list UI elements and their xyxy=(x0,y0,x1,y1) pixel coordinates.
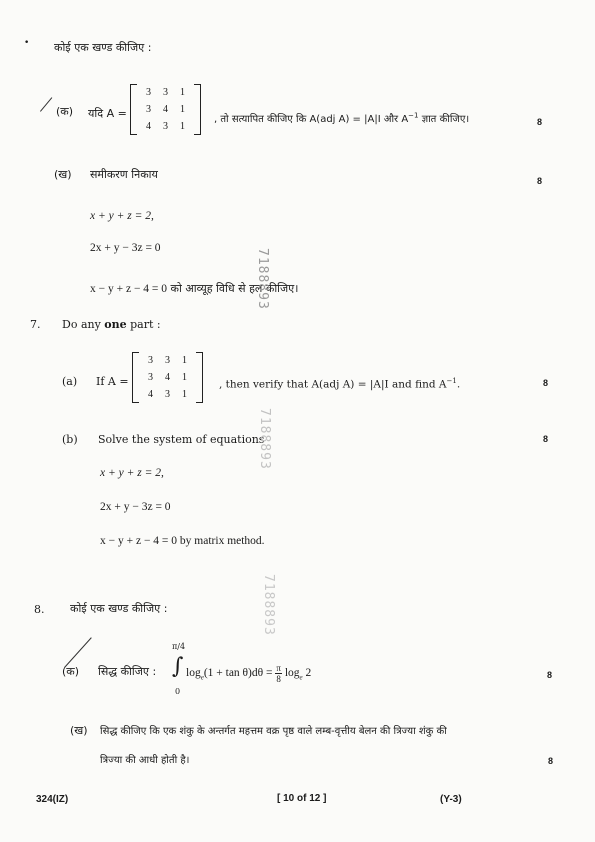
watermark-serial: 7188893 xyxy=(261,574,276,636)
matrix-cell: 1 xyxy=(180,104,185,115)
question-8-number: 8. xyxy=(34,603,45,616)
watermark-serial: 7188893 xyxy=(257,408,272,470)
footer-paper-code: 324(IZ) xyxy=(36,794,69,805)
equation-math: x − y + z − 4 = 0 xyxy=(90,283,168,295)
matrix-cell: 4 xyxy=(148,389,153,400)
instruction-bold: one xyxy=(104,318,127,331)
matrix-cell: 1 xyxy=(182,389,187,400)
q8-part-b-label: (ख) xyxy=(70,724,88,737)
instruction-pre: Do any xyxy=(62,318,101,331)
english-equation-2: 2x + y − 3z = 0 xyxy=(100,501,171,513)
matrix-cell: 3 xyxy=(146,87,151,98)
integrand-log: log xyxy=(186,667,201,680)
matrix-cell: 1 xyxy=(180,87,185,98)
matrix-cell: 3 xyxy=(163,121,168,132)
statement-end: . xyxy=(456,378,461,391)
integral-expression xyxy=(186,663,311,684)
hindi-equation-2: 2x + y − 3z = 0 xyxy=(90,242,161,254)
matrix-cell: 3 xyxy=(146,104,151,115)
inverse-superscript: −1 xyxy=(408,111,419,120)
english-matrix-a xyxy=(132,352,203,403)
marks-q8-a: 8 xyxy=(547,670,553,680)
rhs-log: log xyxy=(284,667,300,680)
inverse-superscript: −1 xyxy=(446,377,457,385)
matrix-cell: 4 xyxy=(163,104,168,115)
matrix-cell: 3 xyxy=(165,355,170,366)
integral-sign: ∫ xyxy=(172,654,184,679)
hindi-part-b-text: समीकरण निकाय xyxy=(90,168,158,181)
frac-numerator: π xyxy=(276,663,281,673)
bullet: • xyxy=(24,38,30,48)
matrix-cell: 3 xyxy=(165,389,170,400)
q8-part-a-text: सिद्ध कीजिए : xyxy=(98,665,157,678)
matrix-cell: 1 xyxy=(182,355,187,366)
footer-page-number: [ 10 of 12 ] xyxy=(277,793,327,804)
matrix-cell: 3 xyxy=(148,372,153,383)
question-7-instruction xyxy=(62,318,161,331)
q8-part-b-line1: सिद्ध कीजिए कि एक शंकु के अन्तर्गत महत्तम वक्र पृष्ठ वाले लम्ब-वृत्तीय बेलन की त्रिज्या शंकु की xyxy=(100,726,447,737)
footer-series: (Y-3) xyxy=(440,794,462,805)
question-7-number: 7. xyxy=(30,318,41,331)
equation-text: को आव्यूह विधि से हल कीजिए। xyxy=(170,282,299,295)
matrix-cell: 1 xyxy=(182,372,187,383)
pi-over-8 xyxy=(275,663,282,684)
matrix-cell: 3 xyxy=(163,87,168,98)
hindi-part-a-label: (क) xyxy=(56,105,74,118)
hindi-matrix-a xyxy=(130,84,201,135)
q7-part-a-statement xyxy=(219,377,460,391)
integral-lower-limit: 0 xyxy=(175,687,181,696)
frac-denominator: 8 xyxy=(276,674,281,684)
marks-q7-a: 8 xyxy=(543,378,549,388)
matrix-cell: 4 xyxy=(146,121,151,132)
hindi-equation-1: x + y + z = 2, xyxy=(90,210,154,222)
statement-text: , तो सत्यापित कीजिए कि A(adj A) = |A|I और A xyxy=(214,114,409,125)
q7-part-a-label: (a) xyxy=(62,375,78,388)
marks-q7-b: 8 xyxy=(543,434,549,444)
rhs-value: 2 xyxy=(305,667,312,680)
english-equation-3: x − y + z − 4 = 0 by matrix method. xyxy=(100,535,265,547)
matrix-cell: 3 xyxy=(148,355,153,366)
q8-part-b-line2: त्रिज्या की आधी होती है। xyxy=(100,755,190,766)
rhs-base: e xyxy=(299,673,303,682)
integrand-base: e xyxy=(200,673,204,682)
q7-part-b-label: (b) xyxy=(62,433,78,446)
section-instruction: कोई एक खण्ड कीजिए : xyxy=(54,41,152,54)
q8-part-a-label: (क) xyxy=(62,665,80,678)
statement-text: , then verify that A(adj A) = |A|I and find A xyxy=(219,378,447,391)
instruction-post: part : xyxy=(130,318,161,331)
q7-part-a-if: If A = xyxy=(96,375,129,388)
marks-hindi-b: 8 xyxy=(537,176,543,186)
hindi-part-a-if: यदि A = xyxy=(88,107,127,120)
question-8-instruction: कोई एक खण्ड कीजिए : xyxy=(70,602,168,615)
english-equation-1: x + y + z = 2, xyxy=(100,467,164,479)
marks-q8-b: 8 xyxy=(548,756,554,766)
statement-end: ज्ञात कीजिए। xyxy=(421,114,470,125)
integral-upper-limit: π/4 xyxy=(172,642,186,651)
hindi-part-a-statement xyxy=(214,111,469,125)
watermark-serial: 7188893 xyxy=(255,248,270,310)
matrix-cell: 1 xyxy=(180,121,185,132)
hindi-part-b-label: (ख) xyxy=(54,168,72,181)
q7-part-b-text: Solve the system of equations xyxy=(98,433,265,446)
marks-hindi-a: 8 xyxy=(537,117,543,127)
integrand-rest: (1 + tan θ)dθ = xyxy=(203,667,273,680)
matrix-cell: 4 xyxy=(165,372,170,383)
